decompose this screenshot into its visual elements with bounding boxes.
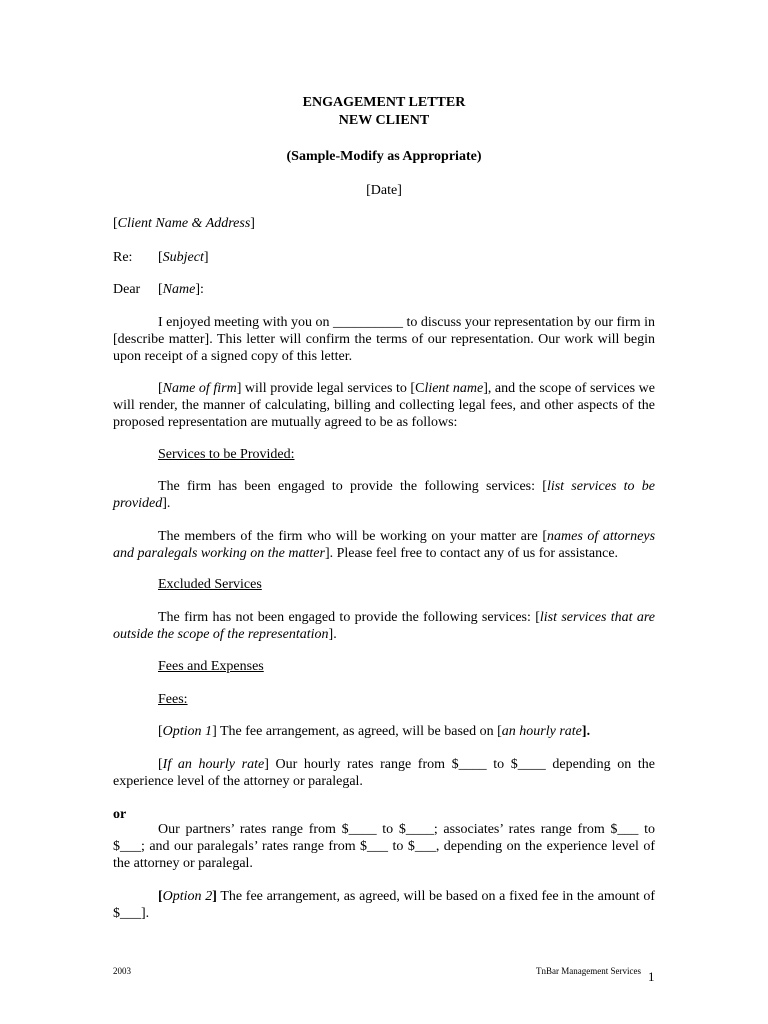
letter-title: ENGAGEMENT LETTER <box>302 95 466 110</box>
scope-paragraph: [Name of firm] will provide legal services to [Client name], and the scope of services we will render, the manner of calculating, billing and collecting legal fees, and other aspects of the proposed representation are mutually agreed to be as follows: <box>113 381 655 430</box>
services-heading: Services to be Provided: <box>158 447 295 462</box>
members-paragraph: The members of the firm who will be working on your matter are [names of attorneys and paralegals working on the matter]. Please feel free to contact any of us for assistance. <box>113 529 656 561</box>
fees-subheading: Fees: <box>158 692 188 707</box>
partners-rates-paragraph: Our partners’ rates range from $____ to $____; associates’ rates range from $___ to $___; and our paralegals’ rates range from $___ to $___, depending on the experience level of the attorney or paralegal. <box>113 822 655 871</box>
fees-expenses-heading: Fees and Expenses <box>158 659 264 674</box>
page-number: 1 <box>648 969 655 984</box>
client-address-line: [Client Name & Address] <box>113 216 255 231</box>
subject-line: Re: [Subject] <box>113 250 209 265</box>
date-placeholder: [Date] <box>366 183 402 198</box>
intro-paragraph: I enjoyed meeting with you on __________ to discuss your representation by our firm in [describe matter]. This letter will confirm the terms of our representation. Our work will begin upon receipt of a signed copy of this letter. <box>113 315 655 364</box>
footer-organization: TnBar Management Services <box>536 966 641 976</box>
excluded-heading: Excluded Services <box>158 577 262 592</box>
or-separator: or <box>113 807 127 822</box>
salutation: Dear [Name]: <box>113 282 204 297</box>
option1-paragraph: [Option 1] The fee arrangement, as agreed, will be based on [an hourly rate]. <box>158 724 591 739</box>
letter-subtitle-new-client: NEW CLIENT <box>338 113 430 128</box>
hourly-rate-paragraph: [If an hourly rate] Our hourly rates range from $____ to $____ depending on the experience level of the attorney or paralegal. <box>113 757 656 789</box>
footer-year: 2003 <box>113 966 131 976</box>
services-paragraph: The firm has been engaged to provide the following services: [list services to be provided]. <box>113 479 655 511</box>
option2-paragraph: [Option 2] The fee arrangement, as agreed, will be based on a fixed fee in the amount of $___]. <box>113 889 655 921</box>
excluded-paragraph: The firm has not been engaged to provide the following services: [list services that are outside the scope of the representation]. <box>113 610 655 642</box>
sample-note: (Sample-Modify as Appropriate) <box>286 149 482 164</box>
